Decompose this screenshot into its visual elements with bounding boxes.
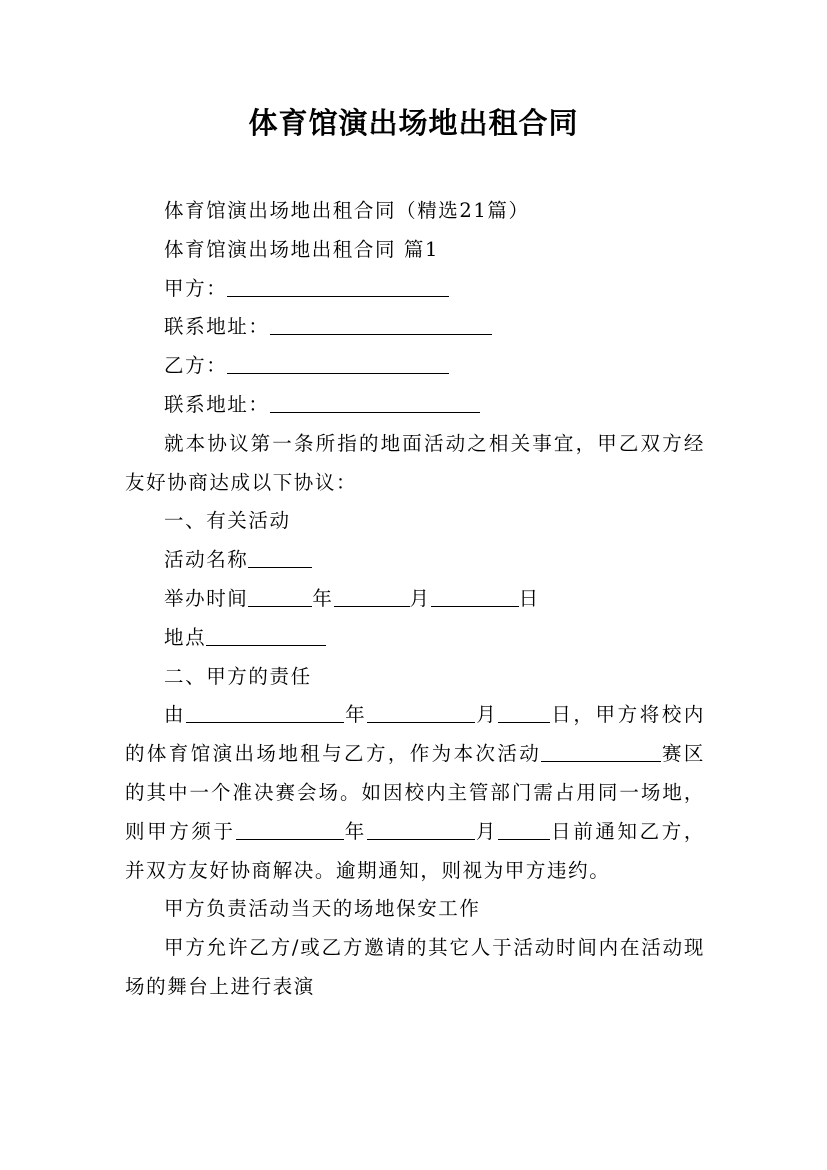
year-label: 年	[312, 586, 334, 610]
subtitle-text: 体育馆演出场地出租合同（精选21篇）	[164, 199, 530, 222]
activity-name-label: 活动名称	[164, 548, 249, 572]
performance-paragraph: 甲方允许乙方/或乙方邀请的其它人于活动时间内在活动现场的舞台上进行表演	[125, 936, 705, 998]
section-heading-line	[125, 231, 705, 270]
party-b-label: 乙方：	[164, 354, 228, 378]
intro-paragraph: 就本协议第一条所指的地面活动之相关事宜，甲乙双方经友好协商达成以下协议：	[125, 431, 705, 494]
contact-address-label-1: 联系地址：	[164, 315, 270, 339]
p1-text-a: 日，甲方将校内的体育馆演出场地租与乙方，作为本次活动	[125, 703, 706, 766]
party-b-line	[125, 347, 705, 386]
p1-activity-blank	[541, 737, 661, 762]
clause-2-heading	[125, 658, 705, 697]
document-title: 体育馆演出场地出租合同	[248, 106, 579, 140]
party-a-line	[125, 270, 705, 309]
p1-day-blank-2	[498, 815, 550, 840]
p1-text-c: 日前通知乙方，并双方友好协商解决。逾期通知，则视为甲方违约。	[125, 819, 705, 882]
contact-address-label-2: 联系地址：	[164, 392, 270, 416]
p1-month: 月	[475, 703, 499, 727]
location-label: 地点	[164, 625, 207, 649]
location-blank	[206, 621, 326, 646]
party-b-blank	[227, 349, 449, 374]
p1-month-blank-2	[367, 815, 475, 840]
hold-time-line	[125, 580, 705, 619]
p1-month-blank	[367, 698, 475, 723]
p1-text-b: 赛区的其中一个准决赛会场。如因校内主管部门需占用同一场地，则甲方须于	[125, 742, 705, 843]
party-a-blank	[227, 272, 449, 297]
document-body	[125, 192, 705, 1007]
clause-1-heading	[125, 502, 705, 541]
month-label: 月	[409, 586, 431, 610]
contact-address-blank-2	[270, 388, 480, 413]
p1-day-blank	[498, 698, 550, 723]
section-heading-text: 体育馆演出场地出租合同 篇1	[164, 237, 440, 261]
p1-from: 由	[164, 703, 187, 727]
p1-year-blank-2	[236, 815, 344, 840]
day-label: 日	[518, 586, 540, 610]
subtitle-line	[125, 192, 705, 231]
p1-year-blank	[186, 698, 344, 723]
activity-name-line	[125, 541, 705, 580]
clause-2-heading-text: 二、甲方的责任	[164, 664, 312, 688]
hold-time-month-blank	[334, 582, 410, 607]
security-text: 甲方负责活动当天的场地保安工作	[164, 897, 481, 921]
clause-1-heading-text: 一、有关活动	[164, 509, 291, 533]
contact-address-blank-1	[270, 310, 492, 335]
p1-year: 年	[344, 703, 368, 727]
hold-time-day-blank	[431, 582, 519, 607]
p1-month-2: 月	[474, 819, 499, 843]
hold-time-label: 举办时间	[164, 586, 249, 610]
security-line	[125, 890, 705, 929]
activity-name-blank	[248, 543, 312, 568]
contact-address-line-2	[125, 386, 705, 425]
clause-2-paragraph-1	[125, 696, 705, 890]
contact-address-line-1	[125, 308, 705, 347]
hold-time-year-blank	[248, 582, 312, 607]
location-line	[125, 619, 705, 658]
p1-year-2: 年	[343, 819, 367, 843]
party-a-label: 甲方：	[164, 276, 228, 300]
